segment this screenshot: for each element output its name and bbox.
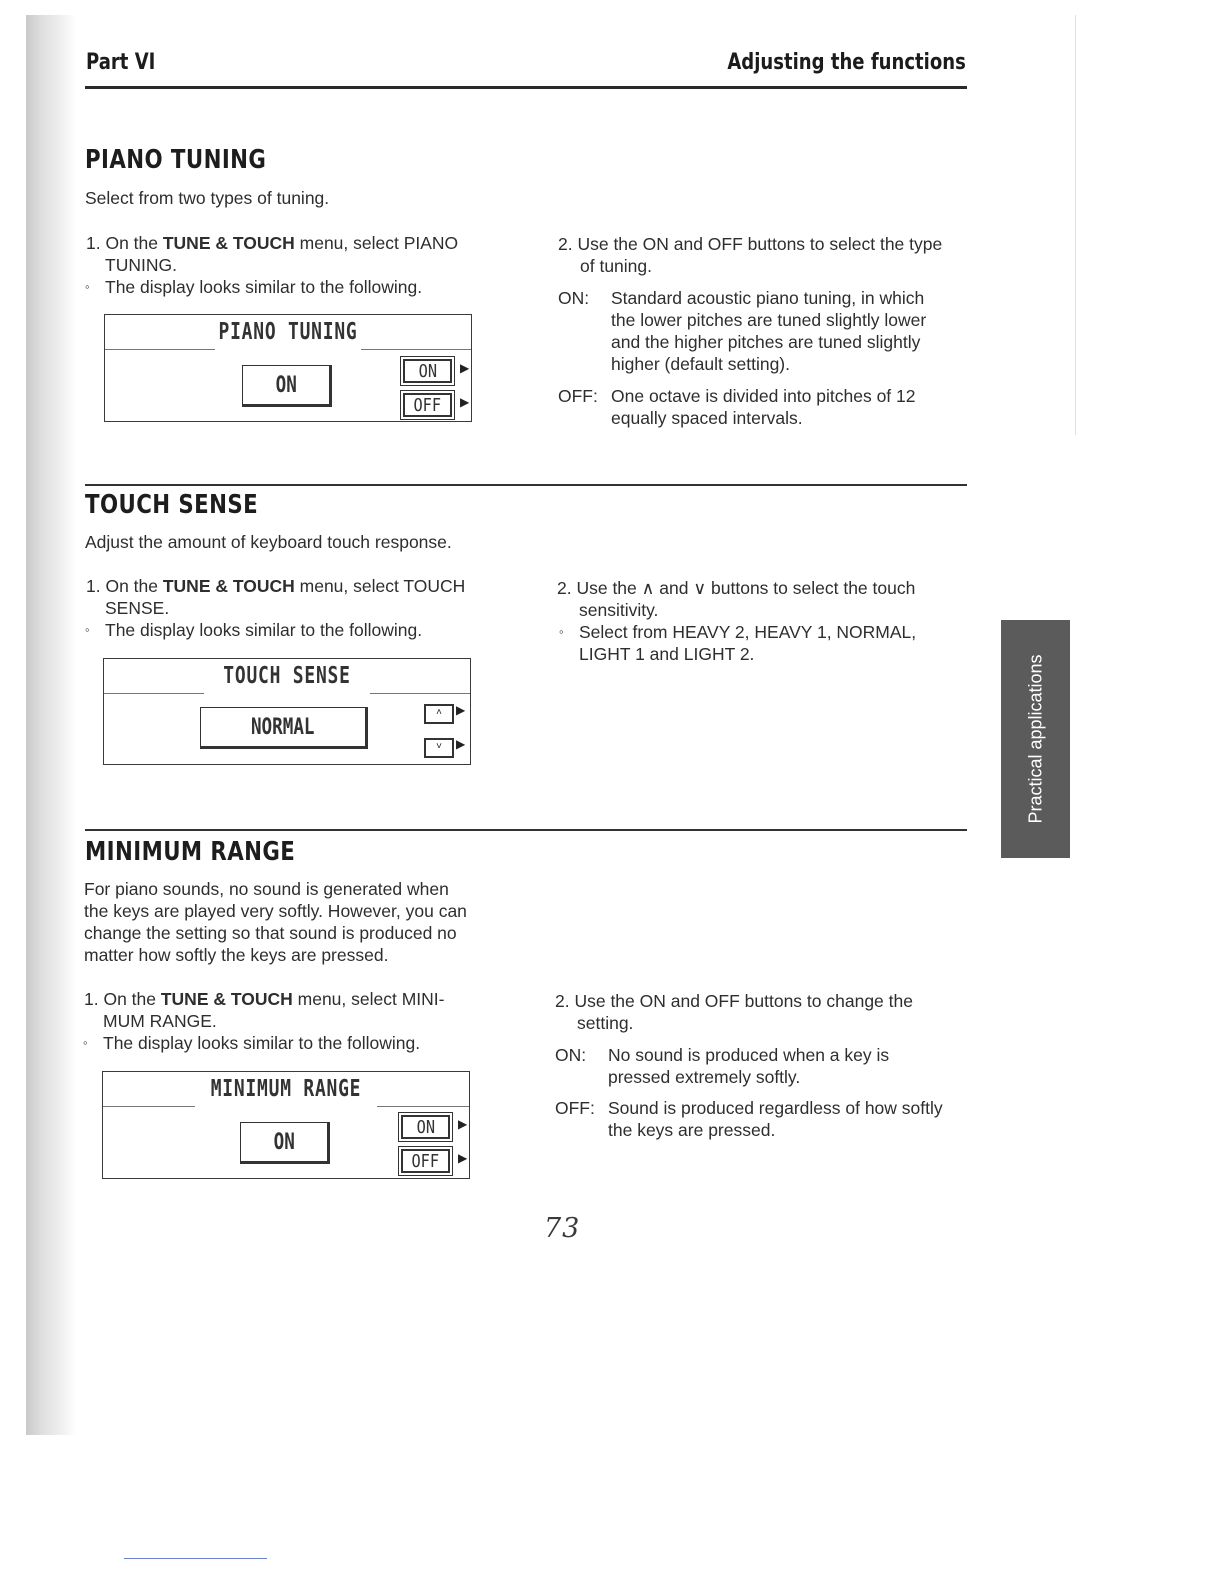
piano-tuning-off-label: OFF: bbox=[558, 386, 598, 406]
piano-tuning-bullet: ◦ The display looks similar to the following. bbox=[105, 276, 422, 298]
piano-tuning-on-line: the lower pitches are tuned slightly lower bbox=[611, 310, 927, 330]
section-title-touch-sense: TOUCH SENSE bbox=[85, 490, 259, 520]
play-arrow-icon: ▶ bbox=[460, 395, 470, 409]
page-number: 73 bbox=[544, 1213, 581, 1244]
minimum-range-display bbox=[102, 1071, 470, 1179]
off-button[interactable]: OFF bbox=[401, 1149, 450, 1173]
section-divider bbox=[85, 484, 967, 486]
display-title-rule-right bbox=[361, 349, 471, 350]
piano-tuning-on-line: Standard acoustic piano tuning, in which bbox=[611, 288, 925, 308]
display-value-box: ON bbox=[242, 365, 332, 407]
touch-sense-step1-line1: 1. On the TUNE & TOUCH menu, select TOUCH bbox=[86, 576, 466, 596]
header-part: Part VI bbox=[86, 50, 156, 75]
touch-sense-step1-line2: SENSE. bbox=[105, 598, 170, 618]
up-button[interactable]: ˄ bbox=[424, 704, 454, 724]
off-button[interactable]: OFF bbox=[403, 393, 452, 417]
minimum-range-step1-line1: 1. On the TUNE & TOUCH menu, select MINI- bbox=[84, 989, 445, 1009]
touch-sense-bullet: ◦ The display looks similar to the following. bbox=[105, 619, 422, 641]
piano-tuning-on-label: ON: bbox=[558, 288, 590, 308]
display-title-rule-left bbox=[105, 349, 215, 350]
display-value-box: NORMAL bbox=[200, 707, 368, 749]
touch-sense-display bbox=[103, 658, 471, 765]
display-title: PIANO TUNING bbox=[218, 319, 358, 345]
piano-tuning-off-line: equally spaced intervals. bbox=[611, 408, 803, 428]
minimum-range-intro-line: change the setting so that sound is produced no bbox=[84, 923, 457, 943]
section-title-minimum-range: MINIMUM RANGE bbox=[85, 837, 296, 867]
display-title: TOUCH SENSE bbox=[223, 663, 351, 689]
piano-tuning-step2-line1: 2. Use the ON and OFF buttons to select the type bbox=[558, 234, 943, 254]
minimum-range-bullet: ◦ The display looks similar to the following. bbox=[103, 1032, 420, 1054]
touch-sense-bullet2-line2: LIGHT 1 and LIGHT 2. bbox=[579, 644, 755, 664]
minimum-range-step1-line2: MUM RANGE. bbox=[103, 1011, 217, 1031]
play-arrow-icon: ▶ bbox=[456, 703, 466, 717]
scan-edge-line bbox=[1075, 15, 1076, 435]
touch-sense-bullet2-line1: ◦ Select from HEAVY 2, HEAVY 1, NORMAL, bbox=[579, 621, 916, 643]
touch-sense-step2-line2: sensitivity. bbox=[579, 600, 659, 620]
display-title-rule-right bbox=[370, 693, 470, 694]
minimum-range-off-line: the keys are pressed. bbox=[608, 1120, 776, 1140]
on-button[interactable]: ON bbox=[403, 359, 452, 383]
play-arrow-icon: ▶ bbox=[458, 1151, 468, 1165]
play-arrow-icon: ▶ bbox=[456, 737, 466, 751]
display-title: MINIMUM RANGE bbox=[210, 1076, 362, 1102]
minimum-range-off-label: OFF: bbox=[555, 1098, 595, 1118]
minimum-range-on-line: pressed extremely softly. bbox=[608, 1067, 801, 1087]
play-arrow-icon: ▶ bbox=[458, 1117, 468, 1131]
bottom-edge-line bbox=[124, 1558, 267, 1559]
piano-tuning-on-line: and the higher pitches are tuned slightly bbox=[611, 332, 921, 352]
minimum-range-off-line: Sound is produced regardless of how softly bbox=[608, 1098, 943, 1118]
minimum-range-step2-line2: setting. bbox=[577, 1013, 634, 1033]
touch-sense-step2-line1: 2. Use the ∧ and ∨ buttons to select the touch bbox=[557, 578, 916, 598]
header-chapter: Adjusting the functions bbox=[727, 50, 966, 75]
display-value-box: ON bbox=[240, 1122, 330, 1164]
minimum-range-step2-line1: 2. Use the ON and OFF buttons to change the bbox=[555, 991, 913, 1011]
side-tab-practical-applications: Practical applications bbox=[1001, 620, 1070, 858]
touch-sense-intro: Adjust the amount of keyboard touch response. bbox=[85, 532, 452, 552]
minimum-range-on-label: ON: bbox=[555, 1045, 587, 1065]
minimum-range-intro-line: matter how softly the keys are pressed. bbox=[84, 945, 389, 965]
minimum-range-intro-line: For piano sounds, no sound is generated when bbox=[84, 879, 449, 899]
display-title-rule-right bbox=[377, 1106, 469, 1107]
play-arrow-icon: ▶ bbox=[460, 361, 470, 375]
minimum-range-on-line: No sound is produced when a key is bbox=[608, 1045, 890, 1065]
on-button[interactable]: ON bbox=[401, 1115, 450, 1139]
piano-tuning-off-line: One octave is divided into pitches of 12 bbox=[611, 386, 916, 406]
piano-tuning-step2-line2: of tuning. bbox=[580, 256, 652, 276]
minimum-range-intro-line: the keys are played very softly. However, you can bbox=[84, 901, 467, 921]
display-title-rule-left bbox=[103, 1106, 195, 1107]
display-title-rule-left bbox=[104, 693, 204, 694]
piano-tuning-step1-line2: TUNING. bbox=[105, 255, 177, 275]
scan-shadow bbox=[26, 15, 76, 1435]
section-title-piano-tuning: PIANO TUNING bbox=[85, 145, 267, 175]
piano-tuning-step1-line1: 1. On the TUNE & TOUCH menu, select PIANO bbox=[86, 233, 459, 253]
piano-tuning-intro: Select from two types of tuning. bbox=[85, 188, 330, 208]
header-rule bbox=[85, 86, 967, 89]
down-button[interactable]: ˅ bbox=[424, 738, 454, 758]
piano-tuning-display bbox=[104, 314, 472, 422]
section-divider bbox=[85, 829, 967, 831]
piano-tuning-on-line: higher (default setting). bbox=[611, 354, 790, 374]
